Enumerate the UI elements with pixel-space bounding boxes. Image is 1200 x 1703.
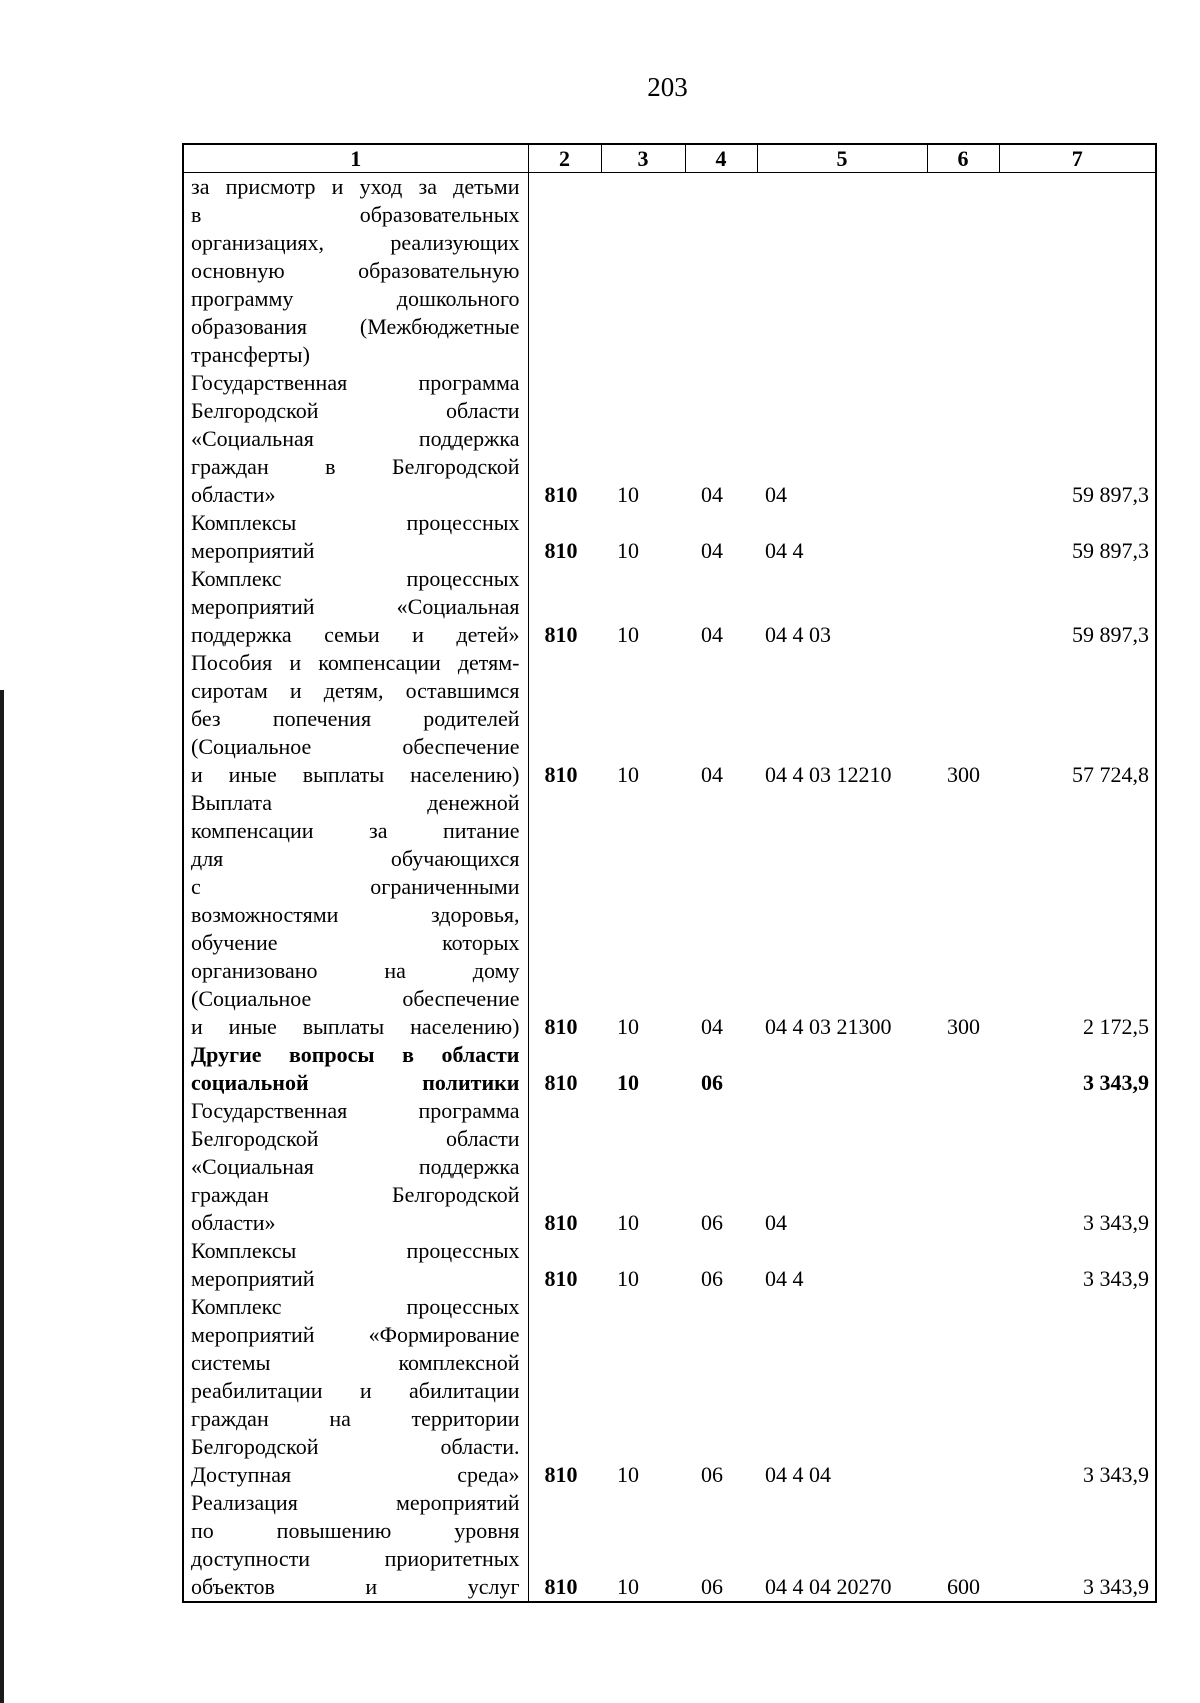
subsection-code-cell: 06 (701, 1574, 723, 1599)
header-row (183, 144, 1156, 173)
admin-code-cell (528, 173, 601, 370)
expense-type-cell (927, 1237, 999, 1293)
section-code-cell: 10 (617, 762, 639, 787)
description-line: граждан на территории (191, 1406, 520, 1431)
description-line: граждан в Белгородской (191, 454, 520, 479)
admin-code-cell: 810 (544, 762, 578, 787)
table-row (183, 509, 1156, 565)
admin-code-cell: 810 (544, 482, 578, 507)
description-line: реабилитации и абилитации (191, 1378, 520, 1403)
table-row (183, 173, 1156, 370)
description-line: «Социальная поддержка (191, 1154, 520, 1179)
description-line: сиротам и детям, оставшимся (191, 678, 520, 703)
description-line: организовано на дому (191, 958, 520, 983)
amount-cell: 3 343,9 (1083, 1210, 1149, 1235)
header-col-3: 3 (601, 144, 685, 173)
row-description (183, 789, 528, 1041)
expense-type-cell (927, 1041, 999, 1097)
description-line: компенсации за питание (191, 818, 520, 843)
description-line: программу дошкольного (191, 286, 520, 311)
row-description (183, 1293, 528, 1489)
section-code-cell: 10 (617, 622, 639, 647)
target-article-cell: 04 4 03 (765, 622, 831, 647)
table-row (183, 789, 1156, 1041)
description-line: «Социальная поддержка (191, 426, 520, 451)
section-code-cell: 10 (617, 1574, 639, 1599)
admin-code-cell: 810 (544, 1574, 578, 1599)
description-line: в образовательных (191, 202, 520, 227)
subsection-code-cell: 06 (701, 1210, 723, 1235)
expense-type-cell (927, 173, 999, 370)
description-line: социальной политики (191, 1070, 520, 1095)
description-line: мероприятий «Формирование (191, 1322, 520, 1347)
description-line: Белгородской области (191, 1126, 520, 1151)
description-line: образования (Межбюджетные (191, 314, 520, 339)
expense-type-cell (927, 369, 999, 509)
description-line: мероприятий (191, 538, 315, 563)
subsection-code-cell: 04 (701, 538, 723, 563)
subsection-code-cell (685, 173, 757, 370)
expense-type-cell: 300 (947, 1014, 980, 1039)
admin-code-cell: 810 (544, 622, 578, 647)
target-article-cell: 04 (765, 1210, 787, 1235)
header-col-2: 2 (528, 144, 601, 173)
header-col-5: 5 (757, 144, 927, 173)
admin-code-cell: 810 (544, 1266, 578, 1291)
section-code-cell: 10 (617, 1070, 639, 1095)
amount-cell: 59 897,3 (1072, 482, 1149, 507)
subsection-code-cell: 06 (701, 1070, 723, 1095)
table-row (183, 369, 1156, 509)
section-code-cell: 10 (617, 538, 639, 563)
subsection-code-cell: 04 (701, 482, 723, 507)
description-line: Пособия и компенсации детям- (191, 650, 520, 675)
description-line: Доступная среда» (191, 1462, 520, 1487)
header-col-6: 6 (927, 144, 999, 173)
table-row (183, 1041, 1156, 1097)
row-description (183, 1237, 528, 1293)
admin-code-cell: 810 (544, 1462, 578, 1487)
description-line: Комплекс процессных (191, 566, 520, 591)
scan-edge-mark (0, 690, 4, 1703)
description-line: Выплата денежной (191, 790, 520, 815)
expense-type-cell: 600 (947, 1574, 980, 1599)
description-line: обучение которых (191, 930, 520, 955)
target-article-cell: 04 (765, 482, 787, 507)
section-code-cell: 10 (617, 482, 639, 507)
amount-cell: 59 897,3 (1072, 622, 1149, 647)
section-code-cell: 10 (617, 1210, 639, 1235)
description-line: Реализация мероприятий (191, 1490, 520, 1515)
description-line: Государственная программа (191, 370, 520, 395)
header-col-4: 4 (685, 144, 757, 173)
row-description (183, 173, 528, 370)
description-line: мероприятий (191, 1266, 315, 1291)
description-line: мероприятий «Социальная (191, 594, 520, 619)
admin-code-cell: 810 (544, 538, 578, 563)
description-line: области» (191, 1210, 276, 1235)
target-article-cell: 04 4 (765, 1266, 804, 1291)
budget-table (182, 143, 1157, 1603)
description-line: объектов и услуг (191, 1574, 520, 1599)
row-description (183, 1489, 528, 1602)
admin-code-cell: 810 (544, 1070, 578, 1095)
section-code-cell: 10 (617, 1462, 639, 1487)
table-header (183, 144, 1156, 173)
description-line: организациях, реализующих (191, 230, 520, 255)
description-line: Комплексы процессных (191, 1238, 520, 1263)
section-code-cell (601, 173, 685, 370)
description-line: области» (191, 482, 276, 507)
amount-cell: 3 343,9 (1083, 1574, 1149, 1599)
description-line: Государственная программа (191, 1098, 520, 1123)
admin-code-cell: 810 (544, 1210, 578, 1235)
description-line: (Социальное обеспечение (191, 986, 520, 1011)
subsection-code-cell: 04 (701, 622, 723, 647)
expense-type-cell: 300 (947, 762, 980, 787)
subsection-code-cell: 04 (701, 762, 723, 787)
description-line: граждан Белгородской (191, 1182, 520, 1207)
target-article-cell: 04 4 03 12210 (765, 762, 892, 787)
expense-type-cell (927, 565, 999, 649)
row-description (183, 565, 528, 649)
description-line: возможностями здоровья, (191, 902, 520, 927)
amount-cell: 3 343,9 (1083, 1266, 1149, 1291)
amount-cell: 2 172,5 (1083, 1014, 1149, 1039)
row-description (183, 1097, 528, 1237)
target-article-cell: 04 4 04 (765, 1462, 831, 1487)
target-article-cell: 04 4 (765, 538, 804, 563)
table-body (183, 173, 1156, 1603)
description-line: системы комплексной (191, 1350, 520, 1375)
subsection-code-cell: 04 (701, 1014, 723, 1039)
description-line: Комплексы процессных (191, 510, 520, 535)
description-line: Комплекс процессных (191, 1294, 520, 1319)
description-line: Другие вопросы в области (191, 1042, 520, 1067)
admin-code-cell: 810 (544, 1014, 578, 1039)
section-code-cell: 10 (617, 1014, 639, 1039)
subsection-code-cell: 06 (701, 1462, 723, 1487)
table-row (183, 649, 1156, 789)
target-article-cell (757, 173, 927, 370)
header-col-1: 1 (183, 144, 528, 173)
target-article-cell: 04 4 04 20270 (765, 1574, 892, 1599)
subsection-code-cell: 06 (701, 1266, 723, 1291)
target-article-cell: 04 4 03 21300 (765, 1014, 892, 1039)
table-row (183, 565, 1156, 649)
section-code-cell: 10 (617, 1266, 639, 1291)
description-line: основную образовательную (191, 258, 520, 283)
description-line: Белгородской области. (191, 1434, 520, 1459)
amount-cell: 57 724,8 (1072, 762, 1149, 787)
description-line: за присмотр и уход за детьми (191, 174, 520, 199)
table-row (183, 1237, 1156, 1293)
row-description (183, 509, 528, 565)
row-description (183, 369, 528, 509)
expense-type-cell (927, 1293, 999, 1489)
description-line: для обучающихся (191, 846, 520, 871)
header-col-7: 7 (999, 144, 1156, 173)
target-article-cell (757, 1041, 927, 1097)
page-number: 203 (647, 72, 688, 102)
amount-cell: 3 343,9 (1083, 1462, 1149, 1487)
row-description (183, 1041, 528, 1097)
table-row (183, 1489, 1156, 1602)
row-description (183, 649, 528, 789)
amount-cell: 59 897,3 (1072, 538, 1149, 563)
amount-cell: 3 343,9 (1083, 1070, 1149, 1095)
description-line: поддержка семьи и детей» (191, 622, 520, 647)
description-line: Белгородской области (191, 398, 520, 423)
table-row (183, 1097, 1156, 1237)
description-line: без попечения родителей (191, 706, 520, 731)
table-row (183, 1293, 1156, 1489)
description-line: доступности приоритетных (191, 1546, 520, 1571)
description-line: и иные выплаты населению) (191, 1014, 520, 1039)
description-line: с ограниченными (191, 874, 520, 899)
description-line: и иные выплаты населению) (191, 762, 520, 787)
description-line: по повышению уровня (191, 1518, 520, 1543)
description-line: (Социальное обеспечение (191, 734, 520, 759)
amount-cell (999, 173, 1156, 370)
expense-type-cell (927, 509, 999, 565)
expense-type-cell (927, 1097, 999, 1237)
description-line: трансферты) (191, 342, 310, 367)
